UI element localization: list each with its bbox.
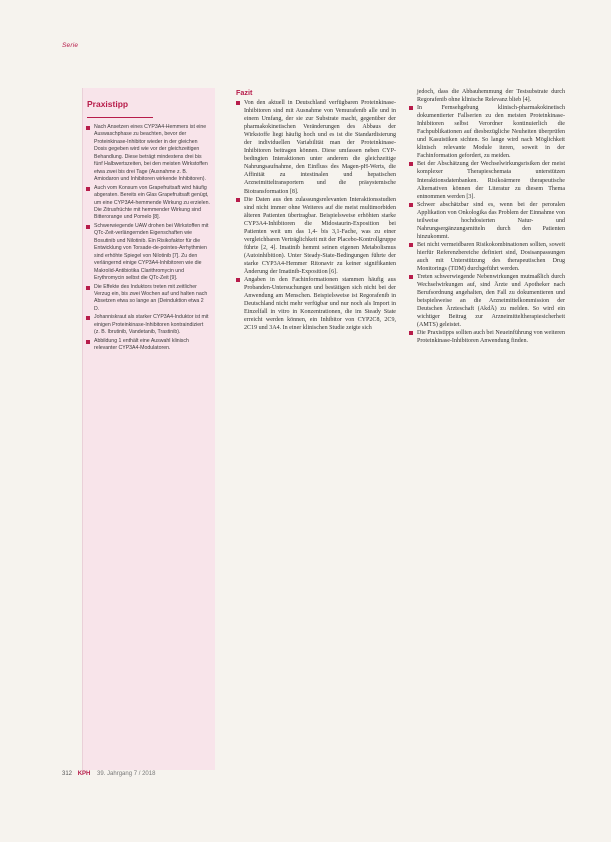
praxistipp-title: Praxistipp [87,99,129,109]
page-number: 312 [62,771,73,777]
praxistipp-item-text: Schwerwiegende UAW drohen bei Wirkstoffen mit QTc-Zeit-verlängernden Eigenschaften wie Bosutinib und Nilotinib. Ein Risikofaktor für die Entwicklung von Torsade-de-pointes-Arrhythmien sind erhöhte Spiegel von Nilotinib [7]. Zu den verlängernd einige CYP3A4-Inhibitoren wie die Makrolid-Antibiotika Clarithromycin und Erythromycin selbst die QTc-Zeit [9]. [94,222,209,282]
fazit-item-text: In Fernsehgebung klinisch-pharmakokinetisch dokumentierter Fallserien zu den meisten Proteinkinase-Inhibitoren selbst Verordner kontinuierlich die Fachpublikationen auf diesbezügliche Neuheiten überprüfen und Kasuistiken sichten. So lange wird nach Möglichkeit klinisch relevante Module iteren, soweit in der Fachinformation gefordert, zu meiden. [417,105,565,160]
fazit-item-text: Schwer abschätzbar sind es, wenn bei der peroralen Applikation von Onkologika das Problem der Einnahme von teilweise hochdosierten Natur- und Nahrungsergänzungsmitteln durch den Patienten hinzukommt. [417,201,565,240]
bullet-square-icon [409,331,413,335]
bullet-square-icon [236,198,240,202]
fazit-item [409,160,565,200]
praxistipp-item [86,338,210,353]
fazit-item [409,201,565,241]
bullet-square-icon [86,126,90,130]
journal-logo: KPH [77,771,91,777]
page-footer [62,771,155,777]
praxistipp-item-text: Nach Ansetzen eines CYP3A4-Hemmers ist eine Auswaschphase zu beachten, bevor der Proteinkinase-Inhibitor wieder in der gleichen Dosis gegeben wird wie vor der gleichzeitigen Behandlung. Diese beträgt mindestens drei bis fünf Halbwertszeiten, bei den meisten Wirkstoffen etwa zwei bis drei Tage (Ausnahme z. B. Amiodaron und Inhibitoren wirkende Inhibitoren). [94,124,208,183]
praxistipp-item [86,223,210,283]
bullet-square-icon [236,101,240,105]
fazit-item-text: Die Praxistipps sollten auch bei Neueinführung von weiteren Proteinkinase-Inhibitoren Anwendung finden. [417,330,565,345]
praxistipp-item [86,124,210,184]
bullet-square-icon [409,162,413,166]
fazit-list-right [409,104,565,345]
bullet-square-icon [86,286,90,290]
fazit-list-left [236,99,396,332]
fazit-item [409,329,565,345]
praxistipp-rule [87,117,153,118]
fazit-column-left [236,88,396,332]
bullet-square-icon [409,243,413,247]
bullet-square-icon [86,187,90,191]
section-label: Serie [62,42,79,49]
fazit-item-text: Angaben in den Fachinformationen stammen häufig aus Probanden-Untersuchungen und bestätigen sich nicht bei der Anwendung am Menschen. Beispielsweise ist Regorafenib in Deutschland nicht mehr verfügbar und nur noch als Import in Einzelfall in vitro in Konzentrationen, die im Steady State erreicht werden können, ein Inhibitor von CYP2C8, 2C9, 2C19 und 3A4. In einer klinischen Studie zeigte sich [244,277,396,332]
fazit-item-text: Treten schwerwiegende Nebenwirkungen mutmaßlich durch Wechselwirkungen auf, sind Ärzte und Apotheker nach Berufsordnung angehalten, den Fall zu dokumentieren und beispielsweise an die Arzneimittelkommission der Deutschen Ärzteschaft (AkdÄ) zu melden. So wird ein wichtiger Beitrag zur Arzneimitteltherapiesicherheit (AMTS) geleistet. [417,274,565,329]
fazit-item-text: Von den aktuell in Deutschland verfügbaren Proteinkinase-Inhibitoren sind mit Ausnahme von Vemurafenib alle und in einem Umfang, der sie zur Substrate macht, gegenüber der pharmakokinetischen Veränderungen des Abbaus der Wirkstoffe liegt häufig hoch und es ist die Standardisierung der individuellen Variabilität man der Proteinkinase-Inhibitoren beitragen können. Diese umfassen neben CYP-bedingten Interaktionen unter anderem die gleichzeitige Nahrungsaufnahme, den Einfluss des Magen-pH-Werts, die Affinität zu intestinalen und hepatischen Arzneimitteltransportern und die präsystemische Biotransformation [8]. [244,100,396,195]
fazit-item-text: Bei nicht vermeidbaren Risikokombinationen sollten, soweit hierfür Referenzbereiche definiert sind, Dosisanpassungen auch mit Unterstützung des therapeutischen Drug Monitorings (TDM) durchgeführt werden. [417,241,565,273]
praxistipp-item-text: Johanniskraut als starker CYP3A4-Induktor ist mit einigen Proteinkinase-Inhibitoren kontraindiziert (z. B. Ibrutinib, Vandetanib, Trastinib). [94,314,209,336]
fazit-item [409,241,565,273]
fazit-column-right [409,88,565,346]
praxistipp-item-text: Abbildung 1 enthält eine Auswahl klinisch relevanter CYP3A4-Modulatoren. [94,337,189,352]
bullet-square-icon [409,275,413,279]
fazit-title: Fazit [236,88,253,97]
bullet-square-icon [86,316,90,320]
praxistipp-item-text: Auch vom Konsum von Grapefruitsaft wird häufig abgeraten. Bereits ein Glas Grapefruitsaft genügt, um eine CYP3A4-hemmende Wirkung zu erzielen. Die Zitrusfrüchte mit hemmender Wirkung sind Bitterorange und Pomelo [8]. [94,184,210,221]
fazit-item-text: Bei der Abschätzung der Wechselwirkungsrisiken der meist komplexer Therapieschemata unterstützen Interaktionsdatenbanken. Risikoärmere therapeutische Alternativen können der Literatur zu diesem Thema entnommen werden [3]. [417,161,565,200]
fazit-item [236,196,396,276]
fazit-continued-text: jedoch, dass die Abbauhemmung der Testsubstrate durch Regorafenib ohne klinische Relevanz blieb [4]. [417,89,565,104]
bullet-square-icon [86,340,90,344]
fazit-item [409,104,565,160]
fazit-item [236,276,396,332]
praxistipp-list [86,124,210,354]
praxistipp-item-text: Die Effekte des Induktors treten mit zeitlicher Verzug ein, bis zwei Wochen auf und halten nach Absetzen etwa so lange an (Deinduktion etwa 2 D. [94,283,208,312]
bullet-square-icon [86,225,90,229]
bullet-square-icon [409,106,413,110]
praxistipp-item [86,314,210,336]
fazit-item-text: Die Daten aus den zulassungsrelevanten Interaktionsstudien sind nicht immer ohne Weiteres auf die meist multimorbiden älteren Patienten übertragbar. Beispielsweise erhöhten starke CYP3A4-Inhibitoren die Midostaurin-Exposition bei Patienten weit um das 1,4- bis 3,1-Fache, was zu einer vergleichbaren Verträglichkeit mit der Placebo-Kontrollgruppe führte [2, 4]. Imatinib hemmt seinen eigenen Metabolismus (Autoinhibition). Unter Steady-State-Bedingungen führte der starke CYP3A4-Hemmer Ritonavir zu keiner signifikanten Änderung der Imatinib-Exposition [6]. [244,196,396,275]
fazit-item [409,273,565,329]
bullet-square-icon [236,278,240,282]
praxistipp-item [86,185,210,222]
bullet-square-icon [409,203,413,207]
praxistipp-item [86,284,210,314]
fazit-item [236,99,396,196]
issue-info: 39. Jahrgang 7 / 2018 [97,771,156,777]
